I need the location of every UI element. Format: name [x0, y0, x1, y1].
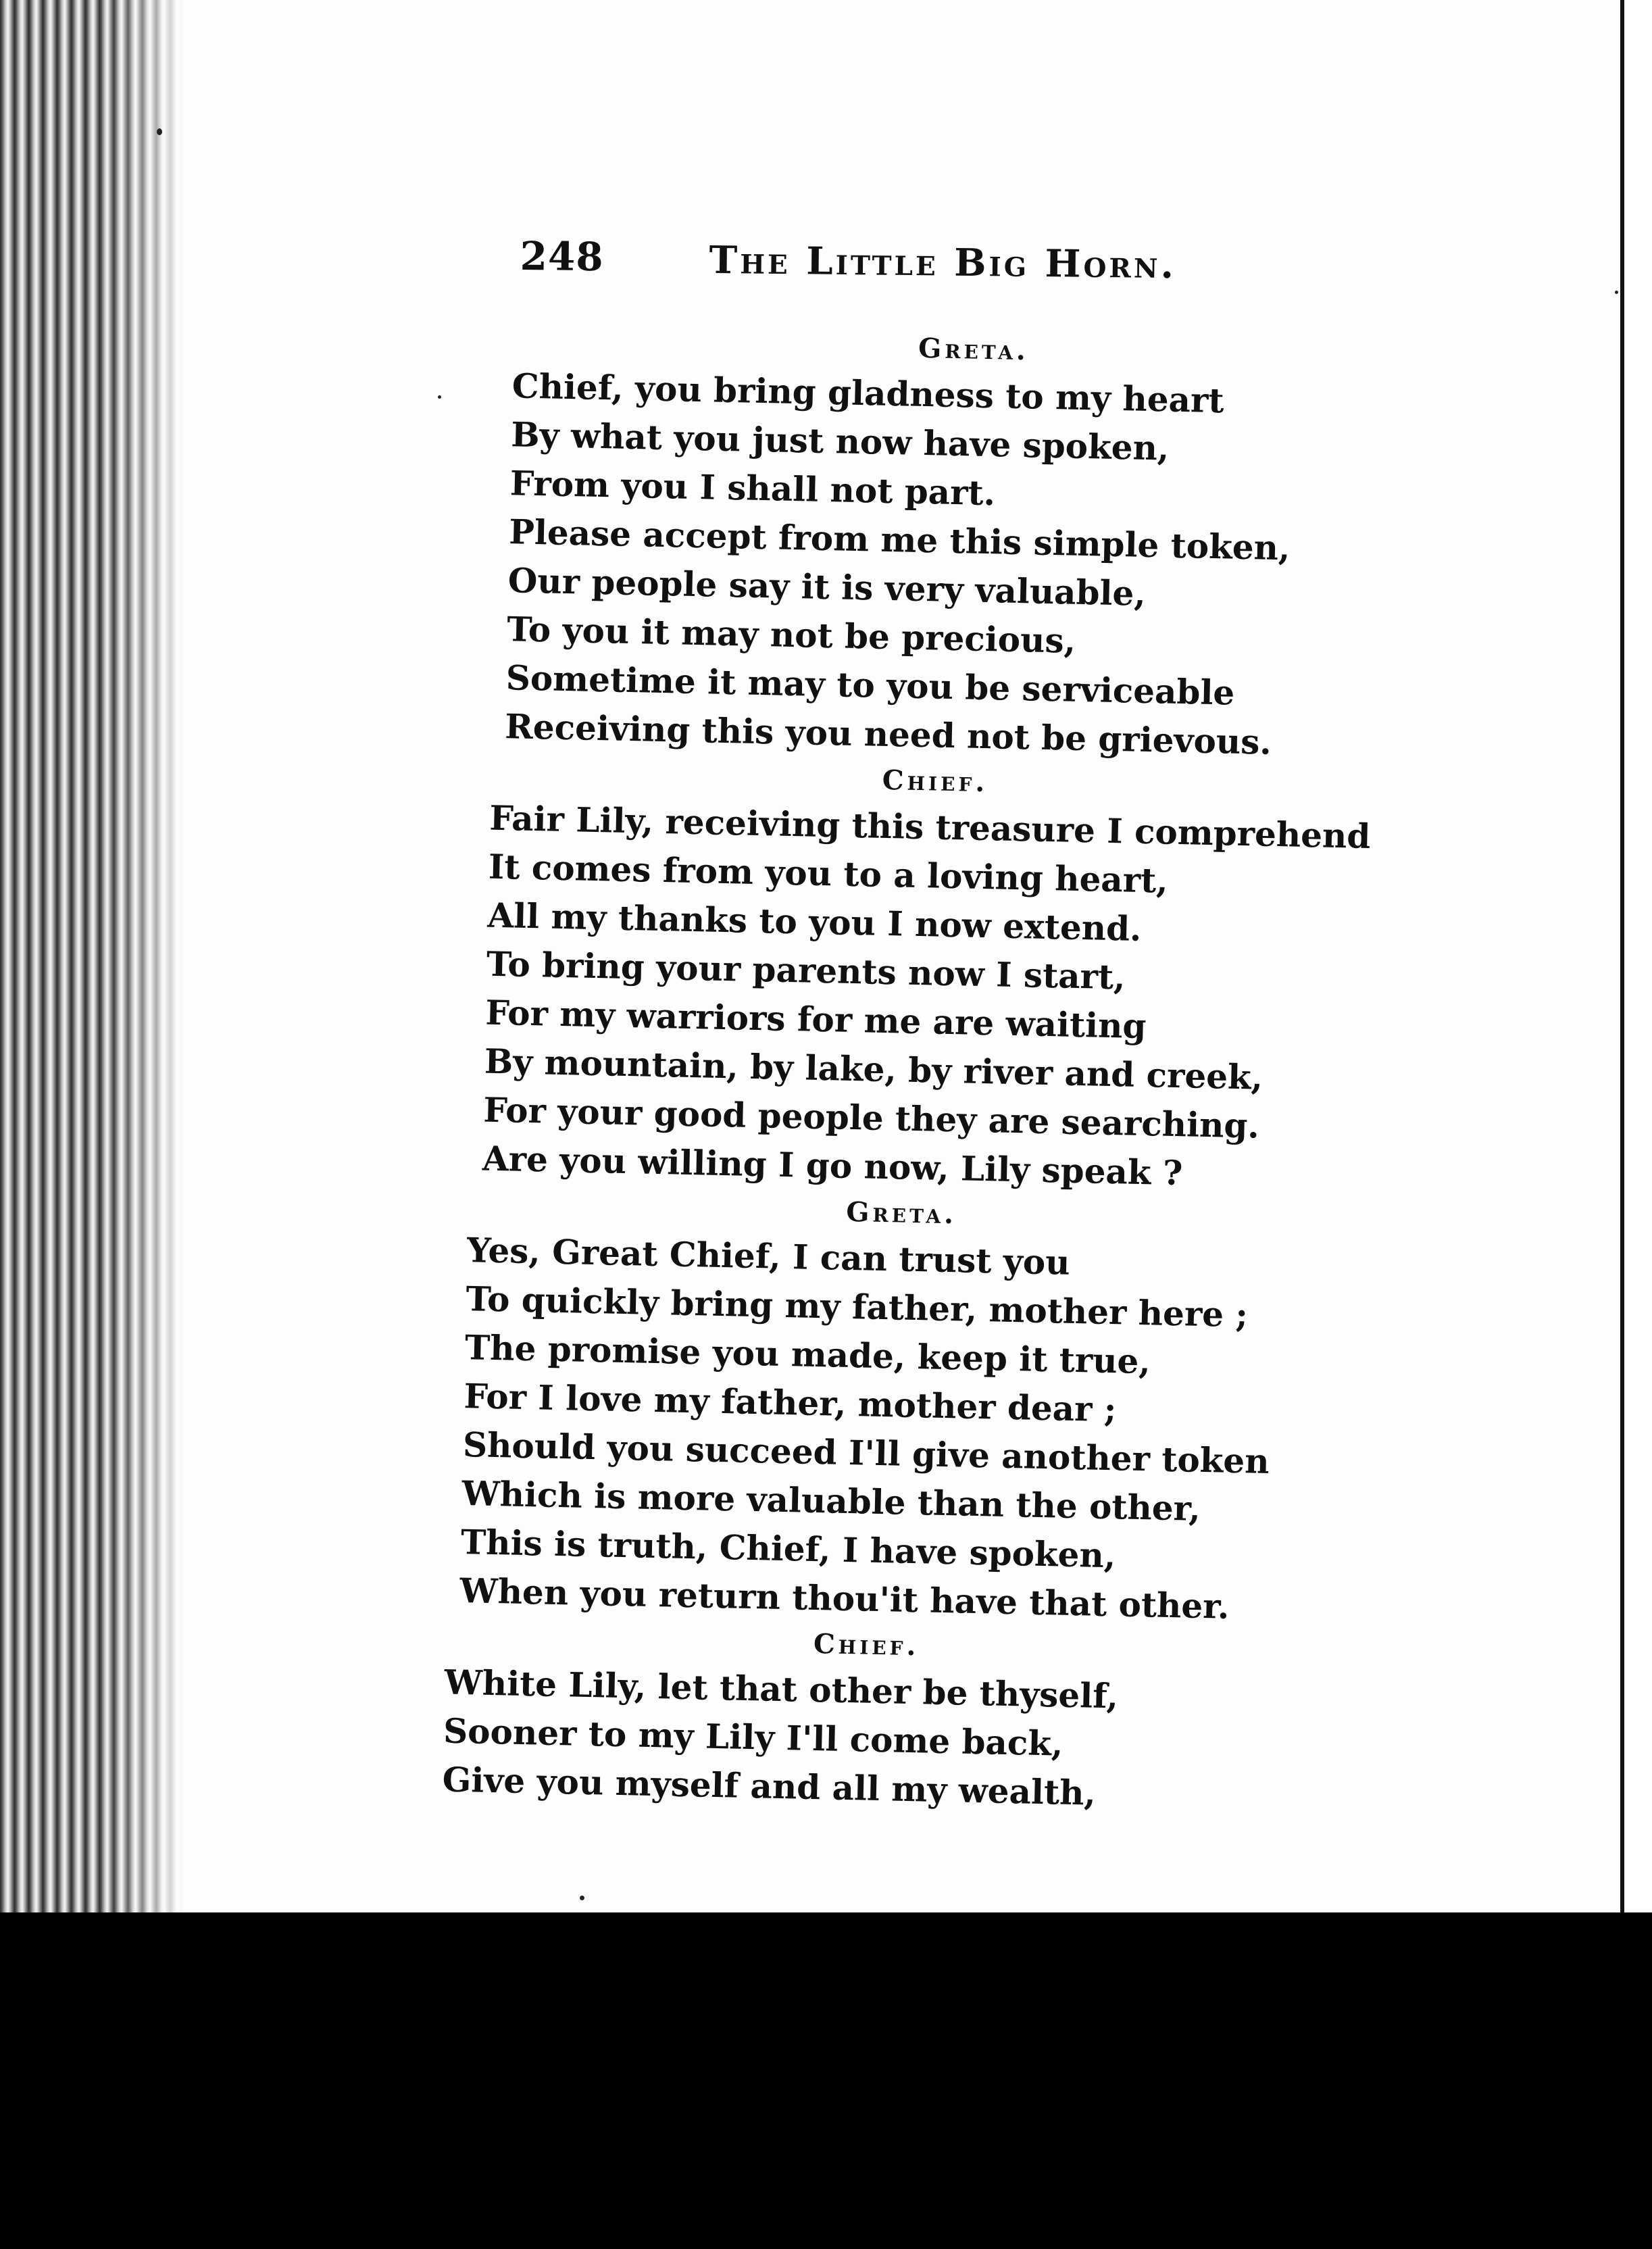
verse-line: For your good people they are searching.: [482, 1089, 1260, 1146]
stanza: [505, 318, 1568, 773]
verse-line: By mountain, by lake, by river and creek,: [484, 1041, 1263, 1097]
verse-line: When you return thou'it have that other.: [459, 1571, 1230, 1627]
verse-text: [442, 318, 1568, 1827]
speaker-name: Greta.: [918, 332, 1030, 367]
verse-line: From you I shall not part.: [509, 463, 996, 514]
verse-line: Fair Lily, receiving this treasure I comprehend: [489, 797, 1371, 856]
speaker-name: Chief.: [813, 1627, 920, 1662]
verse-line: To bring your parents now I start,: [486, 943, 1126, 997]
verse-line: Should you succeed I'll give another token: [462, 1425, 1270, 1482]
verse-line: Our people say it is very valuable,: [507, 560, 1147, 614]
verse-line: For I love my father, mother dear ;: [463, 1376, 1117, 1430]
verse-line: To you it may not be precious,: [506, 609, 1076, 661]
verse-line: White Lily, let that other be thyself,: [444, 1662, 1119, 1716]
page-number: 248: [520, 233, 605, 280]
verse-line: To quickly bring my father, mother here ;: [465, 1279, 1249, 1335]
verse-line: The promise you made, keep it true,: [464, 1327, 1151, 1382]
verse-line: All my thanks to you I now extend.: [486, 895, 1143, 949]
verse-line: It comes from you to a loving heart,: [488, 846, 1169, 901]
verse-line: Sooner to my Lily I'll come back,: [443, 1710, 1064, 1764]
dust-speck: [157, 128, 162, 135]
dust-speck: [580, 1896, 584, 1900]
verse-line: Are you willing I go now, Lily speak ?: [482, 1138, 1183, 1193]
dust-speck: [438, 395, 441, 399]
verse-line: Yes, Great Chief, I can trust you: [466, 1230, 1071, 1283]
dust-speck: [1615, 291, 1618, 294]
speaker-name: Chief.: [882, 764, 988, 799]
book-edge-shadow: [108, 0, 182, 1912]
running-title: The Little Big Horn.: [709, 237, 1177, 288]
verse-line: This is truth, Chief, I have spoken,: [460, 1522, 1116, 1576]
verse-line: Give you myself and all my wealth,: [442, 1759, 1097, 1813]
verse-line: Receiving this you need not be grievous.: [504, 706, 1272, 762]
speaker-name: Greta.: [845, 1195, 957, 1231]
stanza: [482, 751, 1558, 1206]
verse-line: Please accept from me this simple token,: [508, 512, 1291, 568]
verse-line: Sometime it may to you be serviceable: [505, 658, 1235, 713]
verse-line: For my warriors for me are waiting: [484, 992, 1147, 1047]
scan-bottom-border: [0, 1912, 1652, 2249]
verse-line: Chief, you bring gladness to my heart: [511, 366, 1225, 421]
verse-line: Which is more valuable than the other,: [461, 1473, 1201, 1529]
verse-line: By what you just now have spoken,: [510, 414, 1170, 468]
stanza: [442, 1615, 1541, 1827]
stanza: [459, 1183, 1549, 1637]
scan-right-margin: [1624, 0, 1652, 2249]
page-header: [520, 233, 1203, 308]
